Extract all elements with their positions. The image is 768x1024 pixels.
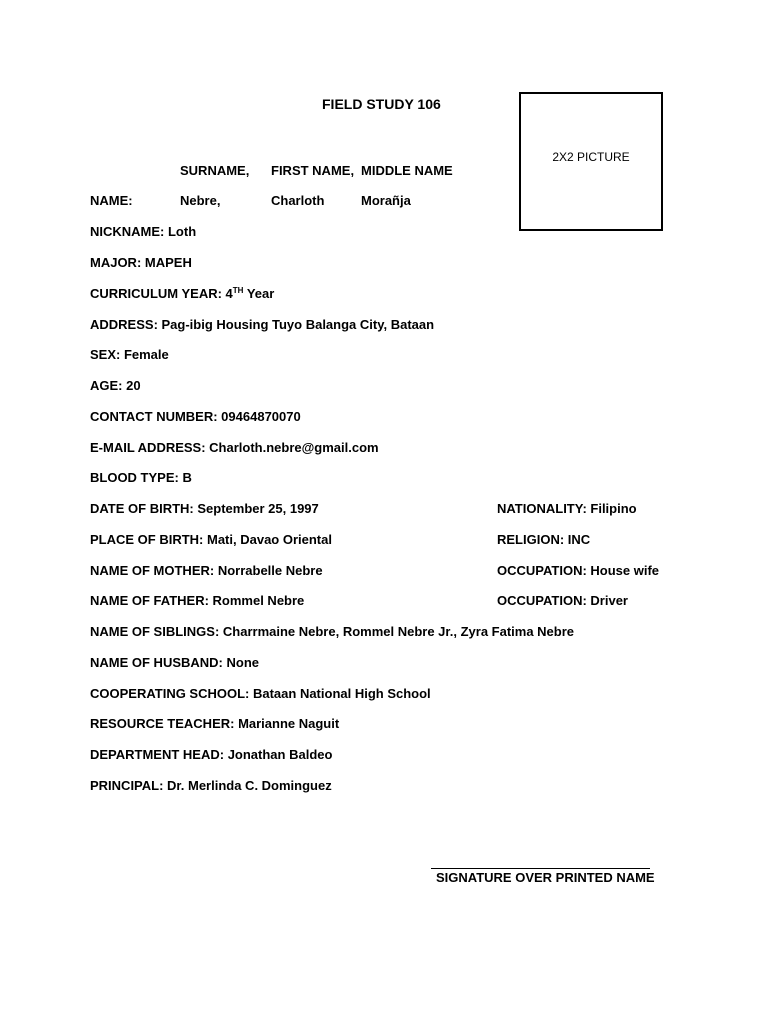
principal-field: PRINCIPAL: Dr. Merlinda C. Dominguez bbox=[90, 778, 332, 793]
curriculum-year-label: CURRICULUM YEAR: 4 bbox=[90, 286, 233, 301]
photo-label: 2X2 PICTURE bbox=[552, 150, 630, 164]
curriculum-year-suffix: TH bbox=[232, 286, 244, 295]
photo-placeholder bbox=[519, 92, 663, 231]
mother-occupation-field: OCCUPATION: House wife bbox=[497, 563, 660, 578]
curriculum-year-rest: Year bbox=[243, 286, 275, 301]
curriculum-year-field bbox=[90, 286, 274, 302]
contact-number-field: CONTACT NUMBER: 09464870070 bbox=[90, 409, 301, 424]
mother-name-field: NAME OF MOTHER: Norrabelle Nebre bbox=[90, 563, 323, 578]
place-of-birth-field: PLACE OF BIRTH: Mati, Davao Oriental bbox=[90, 532, 332, 547]
address-field: ADDRESS: Pag-ibig Housing Tuyo Balanga City, Bataan bbox=[90, 317, 435, 332]
name-label: NAME: bbox=[90, 193, 133, 208]
email-field: E-MAIL ADDRESS: Charloth.nebre@gmail.com bbox=[90, 440, 379, 455]
cooperating-school-field: COOPERATING SCHOOL: Bataan National High School bbox=[90, 686, 431, 701]
siblings-field: NAME OF SIBLINGS: Charrmaine Nebre, Rommel Nebre Jr., Zyra Fatima Nebre bbox=[90, 624, 575, 639]
husband-field: NAME OF HUSBAND: None bbox=[90, 655, 259, 670]
signature-label: SIGNATURE OVER PRINTED NAME bbox=[436, 870, 655, 885]
date-of-birth-field: DATE OF BIRTH: September 25, 1997 bbox=[90, 501, 319, 516]
middle-name-header: MIDDLE NAME bbox=[361, 163, 453, 178]
department-head-field: DEPARTMENT HEAD: Jonathan Baldeo bbox=[90, 747, 333, 762]
middle-name-value: Morañja bbox=[361, 193, 411, 208]
first-name-header: FIRST NAME, bbox=[271, 163, 355, 178]
sex-field: SEX: Female bbox=[90, 347, 169, 362]
religion-field: RELIGION: INC bbox=[497, 532, 591, 547]
surname-value: Nebre, bbox=[180, 193, 221, 208]
age-field: AGE: 20 bbox=[90, 378, 141, 393]
father-occupation-field: OCCUPATION: Driver bbox=[497, 593, 628, 608]
major-field: MAJOR: MAPEH bbox=[90, 255, 192, 270]
father-name-field: NAME OF FATHER: Rommel Nebre bbox=[90, 593, 305, 608]
first-name-value: Charloth bbox=[271, 193, 325, 208]
document-title: FIELD STUDY 106 bbox=[322, 96, 441, 112]
signature-line bbox=[431, 868, 650, 869]
surname-header: SURNAME, bbox=[180, 163, 250, 178]
resource-teacher-field: RESOURCE TEACHER: Marianne Naguit bbox=[90, 716, 340, 731]
nationality-field: NATIONALITY: Filipino bbox=[497, 501, 637, 516]
blood-type-field: BLOOD TYPE: B bbox=[90, 470, 192, 485]
nickname-field: NICKNAME: Loth bbox=[90, 224, 197, 239]
